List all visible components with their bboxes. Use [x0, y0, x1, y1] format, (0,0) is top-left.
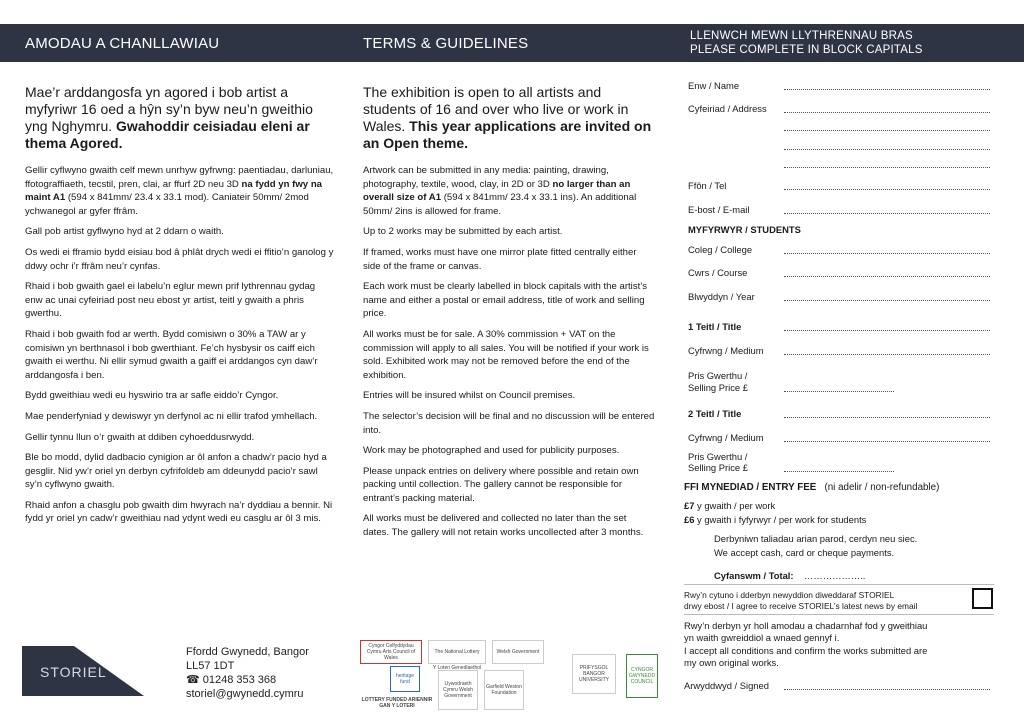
garfield-weston-logo: Garfield Weston Foundation — [484, 670, 524, 710]
welsh-term: Mae penderfyniad y dewiswyr yn derfynol ac ni ellir trafod ymhellach. — [25, 410, 318, 422]
english-term: All works must be for sale. A 30% commission + VAT on the commission will apply to all sales. You will be notified if your work is sold. Exhibited work may not be removed before the end of the exhibition. — [363, 328, 649, 381]
news-consent-checkbox[interactable] — [972, 588, 993, 609]
english-terms-column — [363, 84, 655, 547]
welsh-term: Ble bo modd, dylid dadbacio cynigion ar ôl anfon a chadw’r pacio hyd a gesglir. Nid yw’r oriel yn derbyn cyfrifoldeb am ddeunydd pacio’r sawl sy’n cyflwyno gwaith. — [25, 452, 327, 491]
address-field[interactable]: Cyfeiriad / Address — [684, 103, 994, 117]
payment-english: We accept cash, card or cheque payments. — [714, 547, 895, 558]
english-lead: The exhibition is open to all artists and students of 16 and over who live or work in Wales. This year applications are invited on an Open theme. — [363, 84, 652, 151]
address-line-4[interactable] — [684, 158, 994, 172]
gwynedd-council-logo: CYNGOR GWYNEDD COUNCIL — [626, 654, 658, 698]
welsh-gov-logo: Welsh Government — [492, 640, 544, 664]
divider — [684, 584, 994, 585]
gallery-phone: ☎ 01248 353 368 — [186, 674, 277, 686]
welsh-term: Gall pob artist gyflwyno hyd at 2 ddarn o waith. — [25, 226, 224, 238]
english-term: Please unpack entries on delivery where possible and retain own packing until collection. The gallery cannot be responsible for entrant’s packing material. — [363, 465, 639, 504]
english-term: All works must be delivered and collected no later than the set dates. The gallery will not retain works uncollected after 3 months. — [363, 513, 644, 539]
divider — [684, 614, 994, 615]
form-title-welsh: LLENWCH MEWN LLYTHRENNAU BRAS — [690, 30, 913, 42]
national-lottery-welsh: Y Loteri Genedlaethol — [432, 665, 482, 671]
year-field[interactable]: Blwyddyn / Year — [684, 291, 994, 305]
welsh-term: Rhaid i bob gwaith fod ar werth. Bydd comisiwn o 30% a TAW ar y comisiwn yn berthnasol i bob gwerthiant. Fe’ch hysbysir os caiff eich gwaith ei werthu. Ni ellir symud gwaith a gaiff ei arddangos cyn daw’r arddangosfa i ben. — [25, 328, 318, 381]
course-field[interactable]: Cwrs / Course — [684, 267, 994, 281]
english-term: Entries will be insured whilst on Council premises. — [363, 390, 576, 402]
college-field[interactable]: Coleg / College — [684, 244, 994, 258]
work1-medium-field[interactable]: Cyfrwng / Medium — [684, 345, 994, 359]
email-field[interactable]: E-bost / E-mail — [684, 204, 994, 218]
welsh-terms-column — [25, 84, 335, 533]
entry-fee-heading: FFI MYNEDIAD / ENTRY FEE (ni adelir / non-refundable) — [684, 482, 940, 493]
welsh-term: Gellir cyflwyno gwaith celf mewn unrhyw gyfrwng: paentiadau, darluniau, ffotograffiaeth, tecstil, pren, clai, ar ffurf 2D neu 3D na fydd yn fwy na maint A1 (594 x 841mm/ 23.4 x 33.1 mod). Caniateir 50mm/ 2mod ychwanegol ar gyfer ffrâm. — [25, 165, 334, 217]
accept-english-1: I accept all conditions and confirm the works submitted are — [684, 645, 928, 656]
signature-field[interactable]: Arwyddwyd / Signed — [684, 680, 994, 694]
phone-field[interactable]: Ffôn / Tel — [684, 180, 994, 194]
storiel-logo-text: STORIEL — [40, 664, 107, 680]
address-line-2[interactable] — [684, 121, 994, 135]
sponsor-logos — [360, 640, 660, 712]
english-term: Up to 2 works may be submitted by each artist. — [363, 226, 563, 238]
work2-medium-field[interactable]: Cyfrwng / Medium — [684, 432, 994, 446]
storiel-logo — [22, 646, 144, 696]
total-field[interactable]: Cyfanswm / Total: ……………….. — [714, 570, 866, 581]
welsh-term: Bydd gweithiau wedi eu hyswirio tra ar safle eiddo’r Cyngor. — [25, 390, 279, 402]
work2-price-label-welsh: Pris Gwerthu / — [688, 451, 748, 462]
national-lottery-logo: The National Lottery — [428, 640, 486, 664]
fee-per-student-work: £6 y gwaith i fyfyrwyr / per work for students — [684, 514, 867, 525]
english-term: Artwork can be submitted in any media: painting, drawing, photography, textile, wood, clay, in 2D or 3D no larger than an overall size of A1 (594 x 841mm/ 23.4 x 33.1 ins). An additional 50mm/ 2ins is allowed for frame. — [363, 165, 637, 217]
welsh-lead-bold: Gwahoddir ceisiadau eleni ar thema Agored. — [25, 118, 310, 151]
gallery-email[interactable]: storiel@gwynedd.cymru — [186, 688, 304, 700]
heritage-fund-logo: heritage fund — [390, 666, 420, 692]
work2-price-field[interactable]: Selling Price £ — [684, 462, 994, 476]
english-term: The selector’s decision will be final and no discussion will be entered into. — [363, 410, 655, 436]
news-consent-english: drwy ebost / I agree to receive STORIEL’s latest news by email — [684, 601, 918, 611]
accept-welsh-2: yn waith gwreiddiol a wnaed gennyf i. — [684, 632, 840, 643]
entry-fee-note: (ni adelir / non-refundable) — [824, 482, 940, 493]
gallery-address: Ffordd Gwynedd, Bangor LL57 1DT ☎ 01248 353 368 storiel@gwynedd.cymru — [186, 646, 309, 700]
arts-council-logo: Cyngor Celfyddydau Cymru Arts Council of Wales — [360, 640, 422, 664]
lottery-funded-text: LOTTERY FUNDED ARIENNIR GAN Y LOTERI — [361, 697, 433, 709]
news-consent-welsh: Rwy’n cytuno i dderbyn newyddion diweddaraf STORIEL — [684, 590, 895, 600]
accept-welsh-1: Rwy’n derbyn yr holl amodau a chadarnhaf fod y gweithiau — [684, 620, 928, 631]
welsh-term: Gellir tynnu llun o’r gwaith at ddiben cyhoeddusrwydd. — [25, 431, 255, 443]
work2-title-field[interactable]: 2 Teitl / Title — [684, 408, 994, 422]
name-field[interactable]: Enw / Name — [684, 80, 994, 94]
work1-price-label-welsh: Pris Gwerthu / — [688, 370, 748, 381]
form-title — [690, 24, 923, 62]
english-term: Each work must be clearly labelled in block capitals with the artist’s name and either a postal or email address, title of work and selling price. — [363, 281, 648, 320]
students-heading: MYFYRWYR / STUDENTS — [688, 224, 801, 235]
welsh-term: Rhaid anfon a chasglu pob gwaith dim hwyrach na’r dyddiau a bennir. Ni fydd yr oriel yn cadw’r gweithiau nad ydynt wedi eu casglu ar ôl 3 mis. — [25, 499, 333, 525]
fee-per-work: £7 y gwaith / per work — [684, 500, 776, 511]
work1-price-field[interactable]: Selling Price £ — [684, 382, 994, 396]
welsh-term: Os wedi ei fframio bydd eisiau bod â phlât drych wedi ei ffitio’n ganolog y ddwy ochr i’r ffrâm neu’r cynfas. — [25, 246, 334, 272]
welsh-term: Rhaid i bob gwaith gael ei labelu’n eglur mewn prif lythrennau gydag enw ac unai cyfeiriad post neu ebost yr artist, teitl y gwaith a phris gwerthu. — [25, 281, 316, 320]
welsh-title: AMODAU A CHANLLAWIAU — [25, 34, 220, 52]
english-lead-bold: This year applications are invited on an Open theme. — [363, 118, 652, 151]
english-term: Work may be photographed and used for publicity purposes. — [363, 445, 620, 457]
welsh-lead: Mae’r arddangosfa yn agored i bob artist a myfyriwr 16 oed a hŷn sy’n byw neu’n gweithio yng Nghymru. Gwahoddir ceisiadau eleni ar thema Agored. — [25, 84, 313, 151]
english-title: TERMS & GUIDELINES — [363, 34, 529, 52]
form-title-english: PLEASE COMPLETE IN BLOCK CAPITALS — [690, 44, 923, 56]
header-bar — [0, 24, 1024, 62]
work1-title-field[interactable]: 1 Teitl / Title — [684, 321, 994, 335]
accept-english-2: my own original works. — [684, 657, 779, 668]
payment-welsh: Derbyniwn taliadau arian parod, cerdyn neu siec. — [714, 533, 918, 544]
english-term: If framed, works must have one mirror plate fitted centrally either side of the frame or canvas. — [363, 246, 637, 272]
bangor-university-logo: PRIFYSGOL BANGOR UNIVERSITY — [572, 654, 616, 694]
address-line-3[interactable] — [684, 140, 994, 154]
llywodraeth-cymru-logo: Llywodraeth Cymru Welsh Government — [438, 670, 478, 710]
